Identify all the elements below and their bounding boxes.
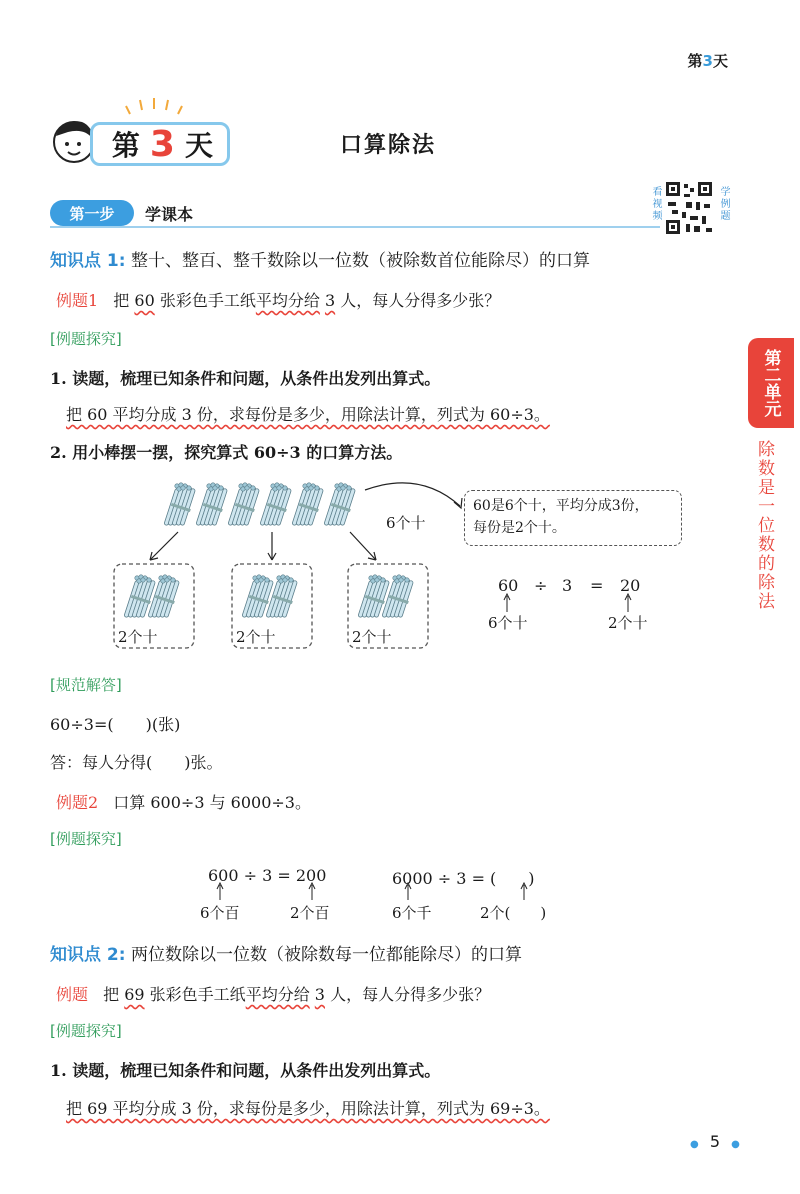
example-1: 例题1 把 60 张彩色手工纸平均分给 3 人，每人分得多少张？ bbox=[56, 291, 501, 310]
total-tens-label: 6个十 bbox=[386, 514, 426, 532]
page-number: ● 5 ● bbox=[690, 1132, 740, 1151]
explore-heading-2: [例题探究] bbox=[50, 830, 122, 848]
eq1-c: 20 bbox=[620, 576, 641, 595]
eq3-arrows bbox=[396, 882, 536, 902]
eq1-arrows bbox=[500, 592, 640, 614]
answer-sentence[interactable]: 答：每人分得( )张。 bbox=[50, 753, 223, 772]
eq2-under-a: 6个百 bbox=[200, 904, 240, 922]
step-text: 学课本 bbox=[145, 205, 194, 224]
step-1-text: 把 60 平均分成 3 份，求每份是多少，用除法计算，列式为 60÷3。 bbox=[66, 405, 550, 424]
unit-tab[interactable]: 第二单元 bbox=[748, 338, 794, 428]
step-3-text: 把 69 平均分成 3 份，求每份是多少，用除法计算，列式为 69÷3。 bbox=[66, 1099, 550, 1118]
eq3-under-c[interactable]: 2个( ) bbox=[480, 904, 547, 922]
explore-heading-1: [例题探究] bbox=[50, 330, 122, 348]
knowledge-point-1: 知识点 1: 整十、整百、整千数除以一位数（被除数首位能除尽）的口算 bbox=[50, 251, 590, 271]
eq2-under-c: 2个百 bbox=[290, 904, 330, 922]
step-2-title: 2. 用小棒摆一摆，探究算式 60÷3 的口算方法。 bbox=[50, 443, 403, 462]
step-1-title: 1. 读题，梳理已知条件和问题，从条件出发列出算式。 bbox=[50, 369, 441, 388]
day-corner-label: 第3天 bbox=[687, 52, 728, 70]
eq1-under-c: 2个十 bbox=[608, 614, 648, 632]
qr-right-label: 学例题 bbox=[718, 186, 729, 222]
eq1-b: 3 bbox=[562, 576, 573, 595]
explanation-note: 60是6个十，平均分成3份， 每份是2个十。 bbox=[464, 490, 682, 546]
group-label-1: 2个十 bbox=[118, 628, 158, 646]
eq1-eq: = bbox=[590, 576, 604, 595]
eq1-a: 60 bbox=[498, 576, 519, 595]
group-label-3: 2个十 bbox=[352, 628, 392, 646]
qr-code[interactable] bbox=[664, 180, 714, 236]
explore-heading-3: [例题探究] bbox=[50, 1022, 122, 1040]
unit-subtitle: 除数是一位数的除法 bbox=[754, 440, 774, 611]
example-2: 例题2 口算 600÷3 与 6000÷3。 bbox=[56, 793, 311, 812]
eq2-expression: 600 ÷ 3 = 200 bbox=[208, 866, 327, 885]
step-pill: 第一步 bbox=[50, 200, 134, 226]
page-title: 口算除法 bbox=[340, 133, 437, 158]
eq2-arrows bbox=[210, 882, 330, 902]
eq1-under-a: 6个十 bbox=[488, 614, 528, 632]
step-3-title: 1. 读题，梳理已知条件和问题，从条件出发列出算式。 bbox=[50, 1061, 441, 1080]
group-label-2: 2个十 bbox=[236, 628, 276, 646]
day-banner: 第 3 天 bbox=[90, 122, 230, 166]
eq3-under-a: 6个千 bbox=[392, 904, 432, 922]
answer-equation[interactable]: 60÷3=( )(张) bbox=[50, 715, 181, 734]
step-divider bbox=[50, 226, 660, 228]
example-3: 例题 把 69 张彩色手工纸平均分给 3 人，每人分得多少张？ bbox=[56, 985, 491, 1004]
knowledge-point-2: 知识点 2: 两位数除以一位数（被除数每一位都能除尽）的口算 bbox=[50, 945, 522, 965]
eq3-expression[interactable]: 6000 ÷ 3 = ( ) bbox=[392, 869, 535, 888]
eq1-op: ÷ bbox=[534, 576, 548, 595]
qr-left-label: 看视频 bbox=[650, 186, 661, 222]
answer-heading: [规范解答] bbox=[50, 676, 122, 694]
dot-right-icon: ● bbox=[731, 1139, 740, 1150]
dot-left-icon: ● bbox=[690, 1139, 699, 1150]
sun-rays bbox=[124, 96, 184, 116]
